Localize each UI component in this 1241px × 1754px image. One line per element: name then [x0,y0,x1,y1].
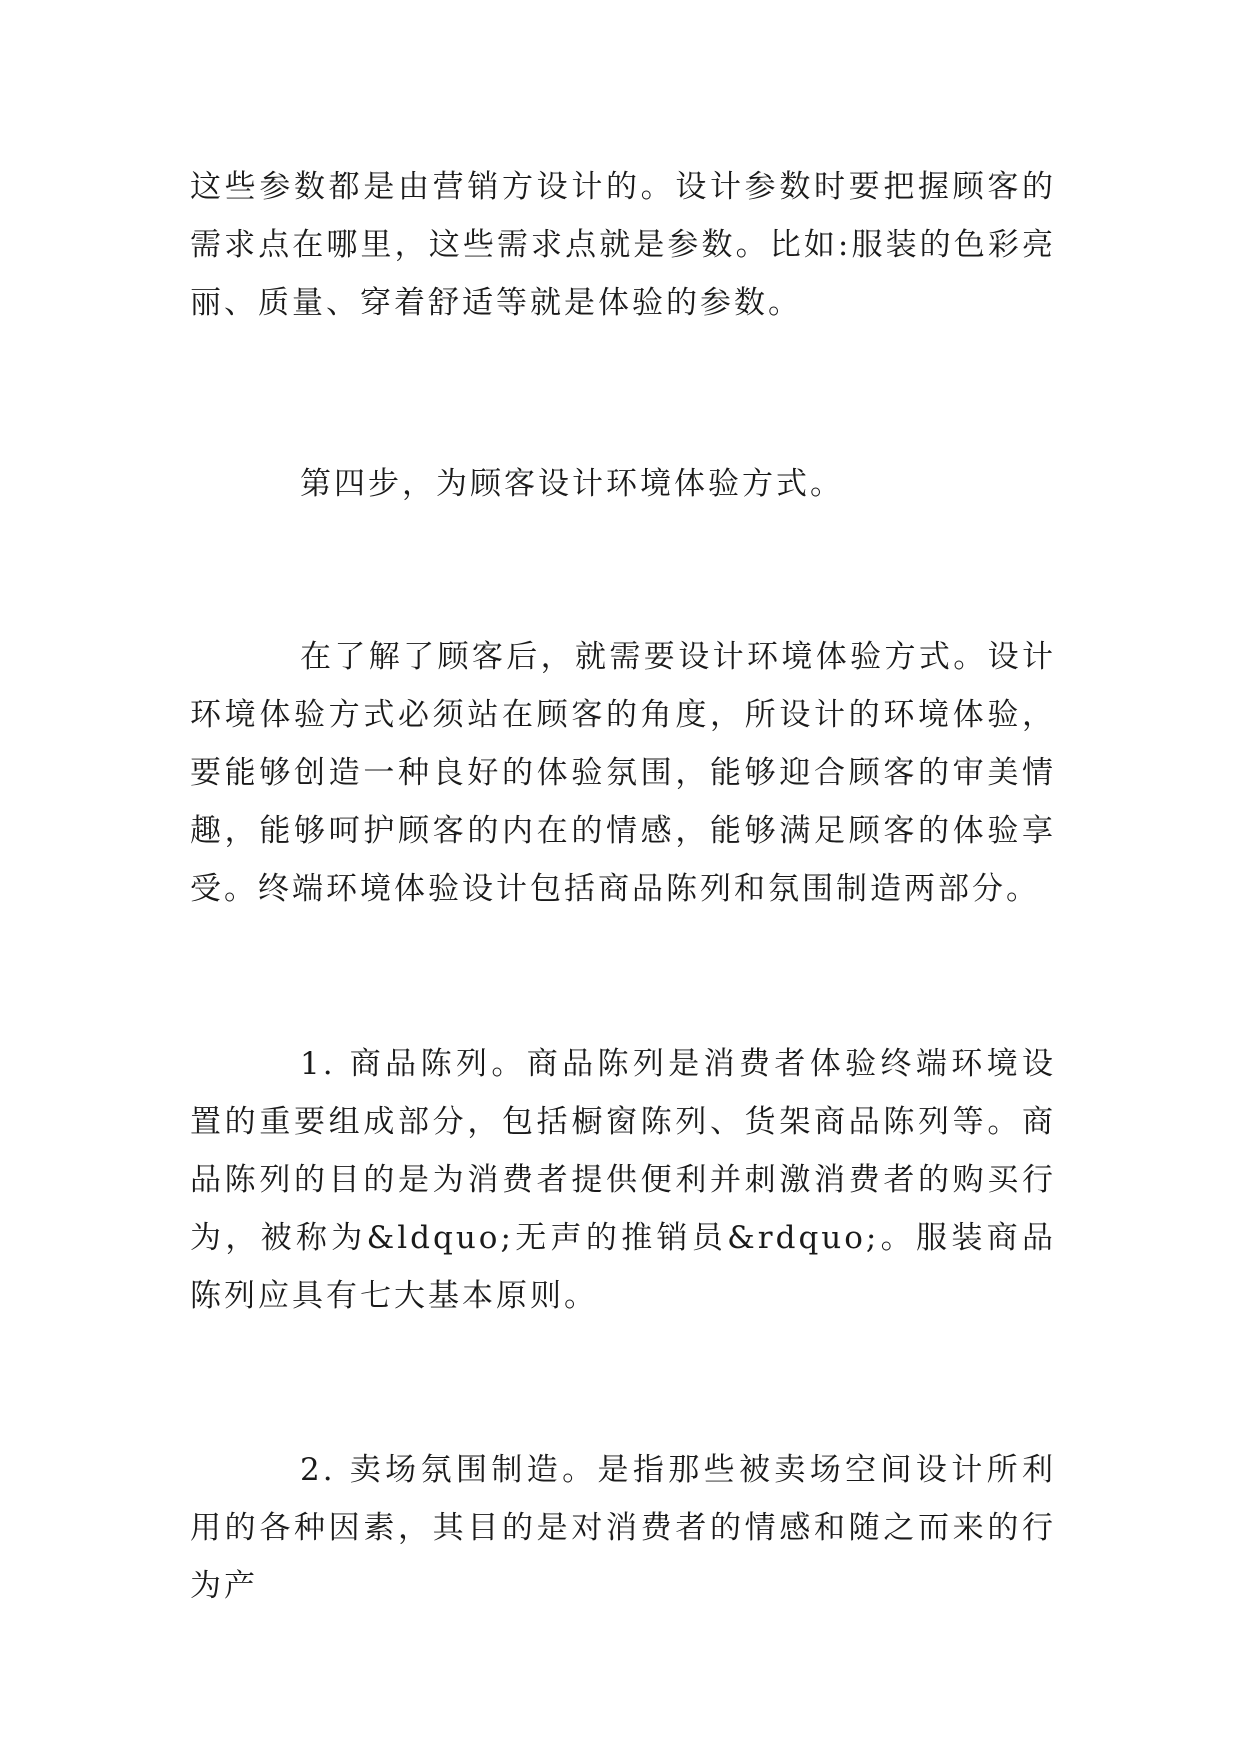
paragraph-environment-experience: 在了解了顾客后，就需要设计环境体验方式。设计环境体验方式必须站在顾客的角度，所设计的环境体验，要能够创造一种良好的体验氛围，能够迎合顾客的审美情趣，能够呵护顾客的内在的情感，能够满足顾客的体验享受。终端环境体验设计包括商品陈列和氛围制造两部分。 [190,639,1056,907]
paragraph-step-four-heading: 第四步，为顾客设计环境体验方式。 [300,466,844,502]
paragraph-store-atmosphere: 2. 卖场氛围制造。是指那些被卖场空间设计所利用的各种因素，其目的是对消费者的情感和随之而来的行为产 [190,1452,1056,1604]
paragraph-merchandise-display: 1. 商品陈列。商品陈列是消费者体验终端环境设置的重要组成部分，包括橱窗陈列、货架商品陈列等。商品陈列的目的是为消费者提供便利并刺激消费者的购买行为，被称为&ldquo;无声的推销员&rdquo;。服装商品陈列应具有七大基本原则。 [190,1046,1056,1314]
paragraph-parameters: 这些参数都是由营销方设计的。设计参数时要把握顾客的需求点在哪里，这些需求点就是参数。比如:服装的色彩亮丽、质量、穿着舒适等就是体验的参数。 [190,169,1056,321]
